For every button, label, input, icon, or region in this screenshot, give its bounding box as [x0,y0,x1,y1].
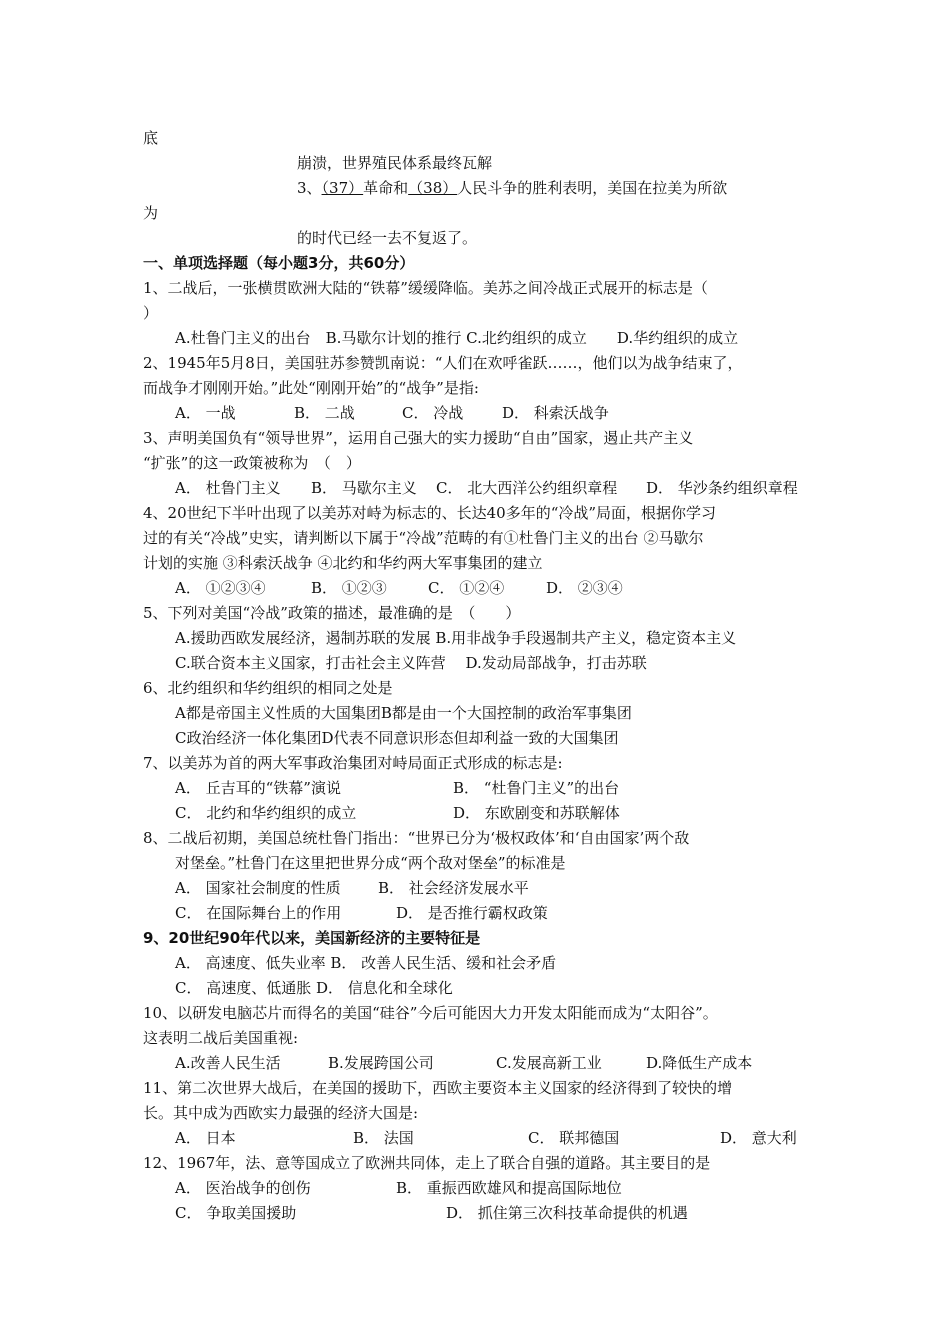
question-10-option-d: D.降低生产成本 [646,1054,753,1072]
question-4-option-a: A． ①②③④ [175,579,266,597]
intro-line-3-mid: 革命和 [363,179,409,197]
question-4-option-d: D． ②③④ [546,579,623,597]
question-11-option-b: B． 法国 [353,1129,414,1147]
intro-line-3 [297,178,727,198]
section-title: 一、单项选择题（每小题3分，共60分） [143,254,415,272]
question-2-line-2: 而战争才刚刚开始。”此处“刚刚开始”的“战争”是指: [143,379,479,397]
question-7-option-b: B． “杜鲁门主义”的出台 [453,779,620,797]
question-10-option-a: A.改善人民生活 [175,1054,281,1072]
question-12-option-c: C． 争取美国援助 [175,1204,297,1222]
question-2-option-c: C． 冷战 [402,404,464,422]
question-8-option-c: C． 在国际舞台上的作用 [175,904,342,922]
question-4-option-c: C． ①②④ [428,579,505,597]
question-9-options-2: C． 高速度、低通胀 D． 信息化和全球化 [175,979,453,997]
question-10-option-c: C.发展高新工业 [496,1054,602,1072]
question-3: 3、声明美国负有“领导世界”，运用自己强大的实力援助“自由”国家，遏止共产主义 [143,429,694,447]
question-2: 2、1945年5月8日，美国驻苏参赞凯南说：“人们在欢呼雀跃……，他们以为战争结束了， [143,354,743,372]
question-10: 10、以研发电脑芯片而得名的美国“硅谷”今后可能因大力开发太阳能而成为“太阳谷”。 [143,1004,718,1022]
question-3-option-a: A． 杜鲁门主义 [175,479,281,497]
question-2-option-a: A． 一战 [175,404,236,422]
question-1-options: A.杜鲁门主义的出台 B.马歇尔计划的推行 C.北约组织的成立 D.华约组织的成立 [175,329,739,347]
question-11-line-2: 长。其中成为西欧实力最强的经济大国是: [143,1104,419,1122]
question-5-options-2: C.联合资本主义国家，打击社会主义阵营 D.发动局部战争，打击苏联 [175,654,647,672]
question-8-option-a: A． 国家社会制度的性质 [175,879,341,897]
question-5-options-1: A.援助西欧发展经济，遏制苏联的发展 B.用非战争手段遏制共产主义，稳定资本主义 [175,629,737,647]
intro-line-1: 底 [143,129,159,147]
question-3-line-2: “扩张”的这一政策被称为 （ ） [143,454,361,472]
question-3-option-b: B． 马歇尔主义 [311,479,417,497]
question-12-option-a: A． 医治战争的创伤 [175,1179,311,1197]
question-3-option-d: D． 华沙条约组织章程 [646,479,798,497]
question-2-option-b: B． 二战 [294,404,355,422]
question-6-options-1: A都是帝国主义性质的大国集团B都是由一个大国控制的政治军事集团 [175,704,632,722]
question-8-line-2: 对堡垒。”杜鲁门在这里把世界分成“两个敌对堡垒”的标准是 [175,854,566,872]
question-4: 4、20世纪下半叶出现了以美苏对峙为标志的、长达40多年的“冷战”局面，根据你学习 [143,504,717,522]
question-1: 1、二战后，一张横贯欧洲大陆的“铁幕”缓缓降临。美苏之间冷战正式展开的标志是（ [143,279,708,297]
question-12-option-b: B． 重振西欧雄风和提高国际地位 [396,1179,622,1197]
question-1-line-2: ） [143,304,159,322]
question-10-option-b: B.发展跨国公司 [328,1054,434,1072]
question-7-option-a: A． 丘吉耳的“铁幕”演说 [175,779,341,797]
intro-line-4: 为 [143,204,159,222]
intro-line-5: 的时代已经一去不复返了。 [297,229,478,247]
blank-38: （38） [408,179,458,197]
question-2-option-d: D． 科索沃战争 [502,404,609,422]
question-11-option-d: D． 意大利 [720,1129,797,1147]
question-6: 6、北约组织和华约组织的相同之处是 [143,679,393,697]
question-4-line-3: 计划的实施 ③科索沃战争 ④北约和华约两大军事集团的建立 [143,554,543,572]
question-10-line-2: 这表明二战后美国重视: [143,1029,299,1047]
question-6-options-2: C政治经济一体化集团D代表不同意识形态但却利益一致的大国集团 [175,729,619,747]
question-11-option-a: A． 日本 [175,1129,236,1147]
question-3-option-c: C． 北大西洋公约组织章程 [436,479,618,497]
question-9: 9、20世纪90年代以来，美国新经济的主要特征是 [143,929,481,947]
question-11: 11、第二次世界大战后，在美国的援助下，西欧主要资本主义国家的经济得到了较快的增 [143,1079,733,1097]
question-12: 12、1967年，法、意等国成立了欧洲共同体，走上了联合自强的道路。其主要目的是 [143,1154,711,1172]
question-7: 7、以美苏为首的两大军事政治集团对峙局面正式形成的标志是: [143,754,563,772]
question-9-options-1: A． 高速度、低失业率 B． 改善人民生活、缓和社会矛盾 [175,954,557,972]
question-4-option-b: B． ①②③ [311,579,387,597]
question-11-option-c: C． 联邦德国 [528,1129,620,1147]
question-12-option-d: D． 抓住第三次科技革命提供的机遇 [446,1204,688,1222]
intro-line-3-prefix: 3、 [297,179,322,197]
intro-line-2: 崩溃，世界殖民体系最终瓦解 [297,154,493,172]
question-7-option-d: D． 东欧剧变和苏联解体 [453,804,620,822]
blank-37: （37） [321,179,364,197]
question-8-option-d: D． 是否推行霸权政策 [396,904,548,922]
question-4-line-2: 过的有关“冷战”史实，请判断以下属于“冷战”范畴的有①杜鲁门主义的出台 ②马歇尔 [143,529,704,547]
question-8-option-b: B． 社会经济发展水平 [378,879,529,897]
question-7-option-c: C． 北约和华约组织的成立 [175,804,357,822]
question-8: 8、二战后初期，美国总统杜鲁门指出：“世界已分为‘极权政体’和‘自由国家’两个敌 [143,829,690,847]
intro-line-3-post: 人民斗争的胜利表明，美国在拉美为所欲 [457,179,728,197]
question-5: 5、下列对美国“冷战”政策的描述，最准确的是 （ ） [143,604,521,622]
